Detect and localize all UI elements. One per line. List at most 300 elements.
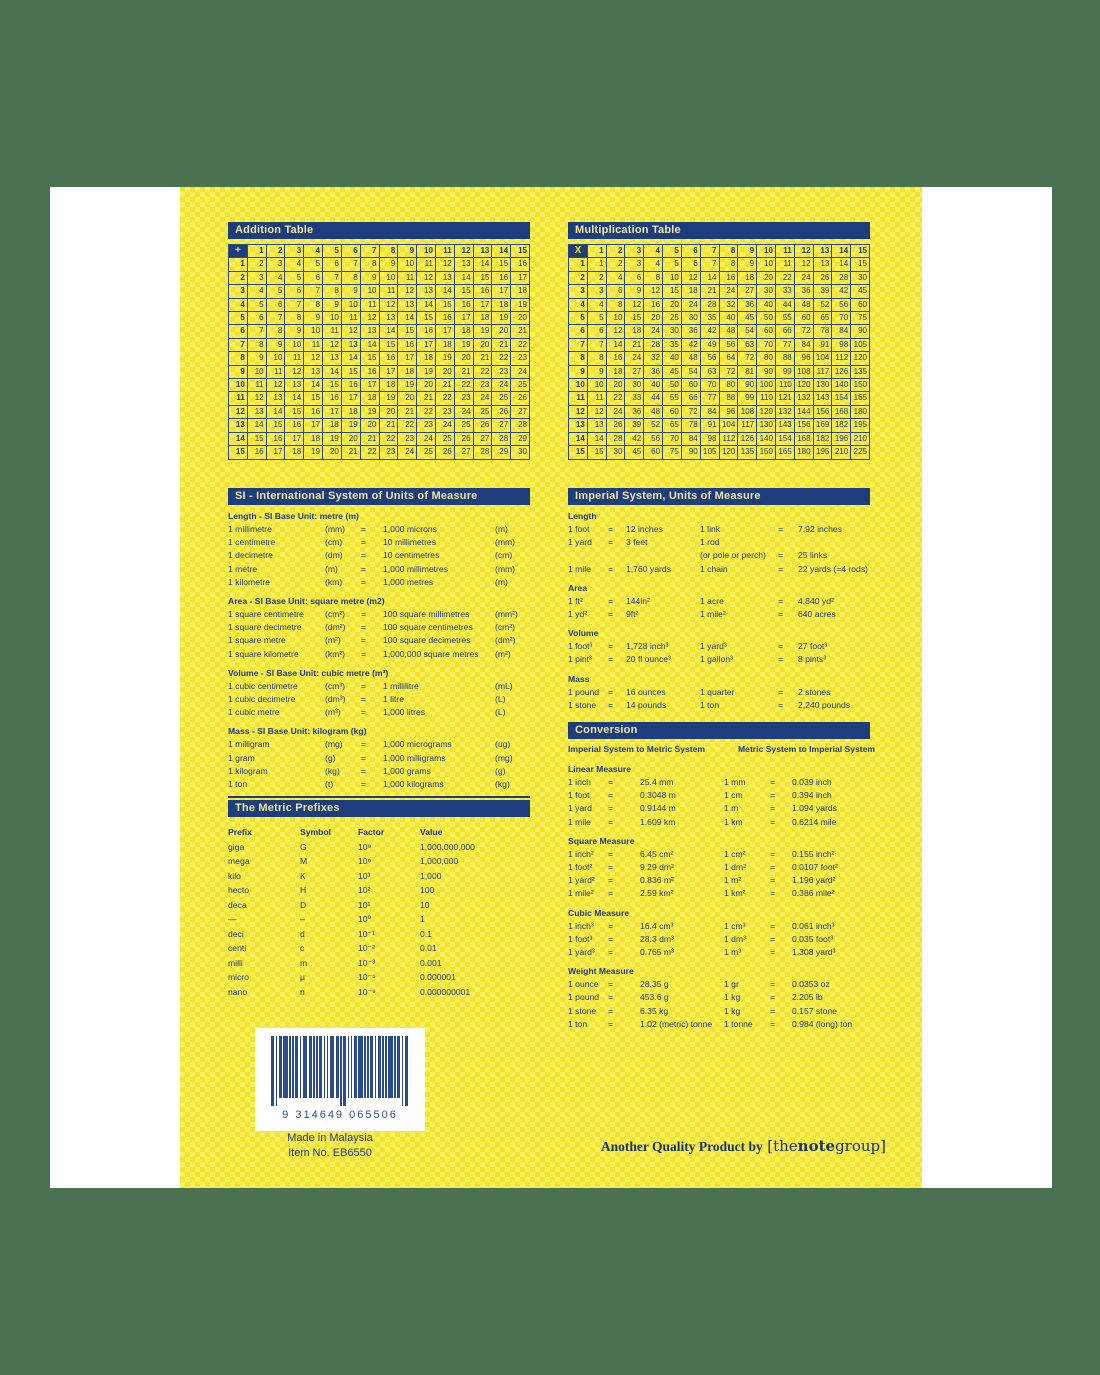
col-header: 3 [625,245,644,258]
table-cell: 12 [304,352,323,365]
data-cell: 1,000 micrograms [383,739,452,750]
table-cell: 55 [775,312,794,325]
row-header: 7 [569,338,588,351]
table-cell: 2 [247,258,266,271]
data-cell: M [300,856,308,866]
table-cell: 18 [473,312,492,325]
data-cell: 0.157 stone [792,1005,837,1016]
barcode-bar [319,1036,322,1098]
table-cell: 24 [606,405,625,418]
data-cell: 10 millimetres [383,537,437,548]
data-row [568,595,870,608]
data-cell: 1 cm [724,790,743,801]
table-cell: 18 [454,325,473,338]
table-cell: 90 [851,325,870,338]
table-cell: 26 [435,446,454,459]
data-cell: = [770,803,776,814]
row-header: 1 [229,258,248,271]
data-cell: = [361,779,367,790]
data-row [228,778,530,791]
table-cell: 75 [663,446,682,459]
operator-cell: X [569,245,588,258]
data-cell: 1 km [724,816,743,827]
data-cell: (g) [325,752,336,763]
data-row [228,549,530,562]
table-cell: 23 [417,419,436,432]
table-cell: 16 [644,298,663,311]
brand-logo: [thenotegroup] [767,1137,886,1155]
table-cell: 14 [832,258,851,271]
table-cell: 12 [398,285,417,298]
table-cell: 28 [832,271,851,284]
table-cell: 126 [738,432,757,445]
table-cell: 3 [625,258,644,271]
table-cell: 14 [417,298,436,311]
col-header: 4 [644,245,663,258]
table-cell: 11 [323,325,342,338]
data-cell: 0.000000001 [420,986,471,997]
table-cell: 20 [379,405,398,418]
row-header: 11 [569,392,588,405]
data-cell: 1 m [724,803,739,814]
table-cell: 12 [794,258,813,271]
table-cell: 27 [473,432,492,445]
table-cell: 9 [323,298,342,311]
data-cell: 1 rod [700,537,720,548]
data-cell: 1 foot [568,524,590,534]
table-cell: 20 [473,338,492,351]
table-cell: 6 [606,285,625,298]
table-cell: 195 [813,446,832,459]
data-cell: = [361,550,367,561]
data-cell: (m) [495,524,508,534]
data-cell: = [361,765,367,776]
data-cell: 1 yd² [568,609,588,620]
table-cell: 19 [379,392,398,405]
table-cell: 30 [625,379,644,392]
data-cell: (km) [325,576,343,587]
table-cell: 56 [700,352,719,365]
row-header: 3 [229,285,248,298]
data-cell: = [608,888,614,899]
table-cell: 17 [492,285,511,298]
data-cell: 1 gallon³ [700,654,733,665]
table-cell: 112 [832,352,851,365]
data-cell: – [300,914,305,924]
table-row [569,298,870,311]
table-cell: 10 [606,312,625,325]
data-cell: (m³) [325,707,341,718]
table-cell: 91 [813,338,832,351]
data-cell: = [608,947,614,958]
table-cell: 182 [813,432,832,445]
table-cell: 26 [813,271,832,284]
data-cell: 1 millilitre [383,680,419,691]
conversion-subheaders [568,744,876,754]
table-cell: 90 [681,446,700,459]
table-cell: 20 [663,298,682,311]
data-cell: 1 millimetre [228,524,272,534]
table-cell: 11 [398,271,417,284]
table-cell: 14 [435,285,454,298]
data-cell: μ [300,972,305,982]
data-cell: 1 mm [724,777,746,787]
table-cell: 14 [454,271,473,284]
table-cell: 13 [813,258,832,271]
data-cell: = [770,875,776,886]
barcode-bar [295,1036,298,1098]
data-row [228,752,530,765]
data-cell: 0.061 inch³ [792,920,835,931]
barcode-bar [405,1036,408,1106]
data-cell: = [770,920,776,931]
table-cell: 140 [757,432,776,445]
barcode-bar [397,1036,400,1098]
table-cell: 13 [304,365,323,378]
table-cell: 140 [832,379,851,392]
data-cell: = [608,609,614,620]
data-cell: = [608,933,614,944]
col-header: 11 [775,245,794,258]
table-cell: 30 [606,446,625,459]
data-cell: = [361,622,367,633]
data-cell: 1 acre [700,595,724,606]
table-cell: 150 [851,379,870,392]
table-cell: 108 [738,405,757,418]
table-cell: 49 [700,338,719,351]
table-cell: 27 [492,419,511,432]
data-cell: = [770,979,776,990]
data-cell: 0.765 m³ [640,947,674,958]
data-row [568,1005,870,1018]
data-cell: 1 stone [568,699,597,710]
data-cell: giga [228,841,245,852]
table-row [569,405,870,418]
data-cell: 0.001 [420,957,442,968]
data-row [568,887,870,900]
table-cell: 15 [625,312,644,325]
data-cell: d [300,928,305,939]
data-cell: 0.01 [420,943,437,953]
data-cell: = [608,641,614,652]
table-cell: 14 [606,338,625,351]
table-cell: 4 [606,271,625,284]
data-cell: (mg) [325,739,343,750]
table-cell: 35 [663,338,682,351]
table-cell: 104 [813,352,832,365]
manufacture-info [230,1131,430,1161]
data-row [568,991,870,1004]
table-cell: 17 [417,338,436,351]
table-cell: 20 [644,312,663,325]
brand-footer [580,1137,886,1156]
data-row [228,536,530,549]
table-cell: 19 [360,405,379,418]
data-cell: 1 dm² [724,862,746,873]
data-cell: = [608,1018,614,1029]
data-cell: (m²) [325,635,341,646]
table-cell: 99 [775,365,794,378]
data-row [568,536,870,549]
data-cell: (cm³) [325,680,346,691]
table-cell: 105 [700,446,719,459]
col-header: 14 [832,245,851,258]
table-cell: 15 [454,285,473,298]
table-cell: 135 [851,365,870,378]
table-cell: 13 [454,258,473,271]
table-cell: 88 [719,392,738,405]
data-cell: 1 foot³ [568,933,593,944]
table-cell: 6 [681,258,700,271]
barcode-bar [340,1036,342,1106]
table-cell: 19 [304,446,323,459]
data-cell: = [778,595,784,606]
data-cell: 1 yard³ [700,641,727,652]
data-row [228,608,530,621]
data-cell: = [361,680,367,691]
col-header: 4 [304,245,323,258]
data-cell: (km²) [325,648,346,659]
col-header: 1 [247,245,266,258]
data-cell: (cm) [325,537,343,548]
data-cell: 25.4 mm [640,777,674,787]
table-cell: 17 [304,419,323,432]
table-cell: 8 [360,258,379,271]
table-cell: 121 [775,392,794,405]
table-cell: 12 [435,258,454,271]
table-cell: 24 [681,298,700,311]
data-cell: = [608,524,614,534]
data-cell: = [608,803,614,814]
table-cell: 15 [247,432,266,445]
table-cell: 18 [738,271,757,284]
imperial-section-title: Imperial System, Units of Measure [568,488,870,505]
table-cell: 18 [285,446,304,459]
table-cell: 19 [417,365,436,378]
table-cell: 21 [492,338,511,351]
table-cell: 19 [454,338,473,351]
table-cell: 13 [360,325,379,338]
row-header: 8 [229,352,248,365]
data-cell: (mm) [495,563,516,574]
table-cell: 8 [304,298,323,311]
data-cell: (dm³) [325,694,346,705]
data-row [568,802,870,815]
data-cell: = [608,595,614,606]
data-cell: 1 litre [383,694,405,705]
data-cell: 0.984 (long) ton [792,1018,853,1029]
barcode-bar [276,1036,278,1106]
operator-cell: + [229,245,248,258]
data-row [568,1018,870,1031]
prefix-row [228,840,530,855]
table-cell: 36 [644,365,663,378]
barcode-bar [351,1036,353,1098]
table-cell: 54 [738,325,757,338]
table-cell: 117 [738,419,757,432]
data-cell: 453.6 g [640,992,669,1003]
data-cell: 10¹ [358,899,371,910]
table-cell: 12 [341,325,360,338]
table-cell: 17 [266,446,285,459]
table-cell: 24 [511,365,530,378]
table-cell: 18 [625,325,644,338]
barcode-bar [313,1036,315,1098]
table-cell: 33 [625,392,644,405]
data-cell: 0.1 [420,928,432,939]
data-cell: = [608,686,614,697]
multiplication-table-title: Multiplication Table [568,222,870,239]
prefix-row [228,898,530,913]
data-cell: = [361,752,367,763]
table-cell: 3 [587,285,606,298]
data-cell: = [608,920,614,931]
table-cell: 13 [587,419,606,432]
table-cell: 26 [473,419,492,432]
table-cell: 4 [266,271,285,284]
table-cell: 210 [832,446,851,459]
table-cell: 72 [794,325,813,338]
data-row [228,563,530,576]
table-cell: 156 [794,419,813,432]
table-cell: 60 [851,298,870,311]
table-cell: 130 [757,419,776,432]
table-cell: 80 [757,352,776,365]
table-cell: 45 [625,446,644,459]
table-cell: 19 [492,312,511,325]
table-row [229,352,530,365]
data-row [228,693,530,706]
barcode-bar [300,1036,302,1098]
data-cell: 1 mile [568,816,591,827]
data-cell: (L) [495,707,506,718]
table-cell: 24 [398,446,417,459]
table-cell: 16 [341,379,360,392]
table-cell: 18 [511,285,530,298]
table-cell: 10 [285,338,304,351]
data-cell: 2.59 km² [640,888,674,899]
data-cell: = [770,777,776,787]
data-cell: = [770,1005,776,1016]
data-cell: 1 ton [228,779,248,790]
data-cell: = [770,888,776,899]
table-cell: 18 [323,419,342,432]
table-row [569,419,870,432]
data-row [568,816,870,829]
table-cell: 17 [379,365,398,378]
data-cell: 1,000 millimetres [383,563,448,574]
data-cell: = [608,875,614,886]
data-row [568,640,870,653]
table-cell: 12 [587,405,606,418]
col-header: 10 [757,245,776,258]
table-cell: 5 [587,312,606,325]
table-cell: 9 [266,338,285,351]
table-cell: 15 [663,285,682,298]
table-cell: 19 [435,352,454,365]
table-cell: 17 [323,405,342,418]
data-cell: kilo [228,870,241,881]
table-cell: 20 [757,271,776,284]
addition-table-title: Addition Table [228,222,530,239]
data-cell: 0.9144 m [640,803,676,814]
barcode-bar [367,1036,369,1098]
table-cell: 12 [606,325,625,338]
table-cell: 16 [360,365,379,378]
data-cell: 0.0107 foot² [792,862,838,873]
data-cell: 1 cubic centimetre [228,680,298,691]
table-cell: 25 [663,312,682,325]
data-cell: 0.394 inch [792,790,832,801]
data-cell: (m²) [495,648,511,659]
table-row [229,298,530,311]
table-cell: 16 [719,271,738,284]
table-cell: 26 [492,405,511,418]
data-cell: 1 kilogram [228,765,268,776]
data-cell: 4,840 yd² [798,595,834,606]
data-cell: n [300,986,305,997]
barcode-bar [394,1036,396,1098]
data-cell: 1 stone [568,1005,597,1016]
table-cell: 154 [832,392,851,405]
data-row [568,608,870,621]
addition-table [228,244,530,460]
table-cell: 16 [285,419,304,432]
row-header: 5 [569,312,588,325]
table-cell: 21 [379,419,398,432]
printed-area [180,187,922,1188]
table-cell: 10 [757,258,776,271]
data-cell: = [361,524,367,534]
table-cell: 144 [794,405,813,418]
table-cell: 21 [360,432,379,445]
table-cell: 26 [454,432,473,445]
table-cell: 60 [757,325,776,338]
si-section-title: SI - International System of Units of Measure [228,488,530,505]
table-cell: 15 [492,258,511,271]
table-cell: 15 [398,325,417,338]
imperial-section [568,510,870,712]
data-cell: 1,000,000 [420,856,459,866]
col-header: 13 [813,245,832,258]
table-cell: 15 [323,379,342,392]
data-cell: 1 inch³ [568,920,594,931]
barcode-bar [324,1036,326,1098]
barcode-bar [330,1036,335,1098]
data-cell: (mm²) [495,609,518,620]
table-cell: 84 [832,325,851,338]
group-heading: Cubic Measure [568,907,630,918]
data-cell: 1 gram [228,752,255,763]
table-cell: 17 [435,325,454,338]
table-cell: 156 [813,405,832,418]
table-cell: 17 [285,432,304,445]
data-cell: 10 [420,899,430,910]
table-cell: 9 [587,365,606,378]
table-cell: 16 [473,285,492,298]
col-header: 14 [492,245,511,258]
data-cell: 0.039 inch [792,777,832,787]
table-row [229,379,530,392]
data-cell: 1 foot² [568,862,593,873]
data-cell: 1 yard³ [568,947,595,958]
table-cell: 182 [832,419,851,432]
table-cell: 30 [851,271,870,284]
col-header: 8 [379,245,398,258]
table-cell: 8 [719,258,738,271]
row-header: 12 [229,405,248,418]
table-header-row [569,245,870,258]
